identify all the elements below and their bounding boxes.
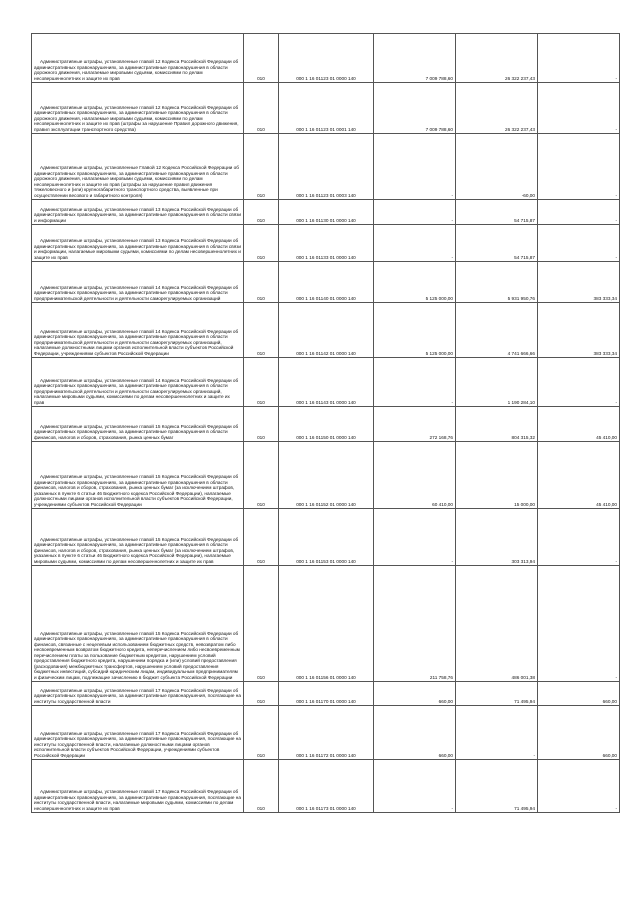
row-name-cell	[32, 225, 244, 262]
row-code-cell	[244, 262, 279, 303]
row-approved-cell	[374, 34, 456, 83]
table-row	[32, 706, 620, 760]
row-kbk-cell	[279, 407, 374, 442]
row-approved-cell	[374, 358, 456, 407]
row-unexecuted-cell	[538, 509, 620, 566]
row-approved-text: 5 125 000,00	[425, 350, 453, 356]
table-row	[32, 83, 620, 134]
row-approved-cell	[374, 134, 456, 200]
row-unexecuted-text: -	[615, 192, 617, 198]
row-executed-text: 26 322 237,43	[505, 75, 535, 81]
row-approved-cell	[374, 682, 456, 706]
row-name-cell	[32, 200, 244, 225]
row-unexecuted-text: -	[615, 254, 617, 260]
row-executed-cell	[456, 358, 538, 407]
row-approved-cell	[374, 225, 456, 262]
row-executed-text: 4 741 666,66	[507, 350, 535, 356]
row-unexecuted-text: 660,00	[602, 698, 617, 704]
row-approved-cell	[374, 200, 456, 225]
row-approved-cell	[374, 442, 456, 509]
row-executed-cell	[456, 407, 538, 442]
row-unexecuted-cell	[538, 358, 620, 407]
row-name-cell	[32, 83, 244, 134]
row-unexecuted-cell	[538, 262, 620, 303]
row-executed-text: -60,00	[521, 192, 535, 198]
row-kbk-cell	[279, 442, 374, 509]
row-approved-text: -	[451, 805, 453, 811]
row-unexecuted-text: -	[615, 805, 617, 811]
row-kbk-cell	[279, 760, 374, 813]
row-approved-cell	[374, 760, 456, 813]
row-kbk-cell	[279, 358, 374, 407]
row-kbk-text: 000 1 16 01150 01 0000 140	[296, 434, 356, 440]
row-executed-cell	[456, 706, 538, 760]
row-name-text: Административные штрафы, установленные главой 17 Кодекса Российской Федерации об административных правонарушениях, за административные правонарушения, посягающие на институты государственной власти, налагаемые должностными лицами органов исполнительной власти субъектов Российской Федерации, учреждениями субъектов Российской Федерации	[34, 730, 241, 758]
row-code-cell	[244, 303, 279, 358]
row-kbk-text: 000 1 16 01153 01 0000 140	[296, 558, 356, 564]
row-name-text: Административные штрафы, установленные главой 13 Кодекса Российской Федерации об административных правонарушениях, за административные правонарушения в области связи и информации	[34, 206, 241, 223]
row-approved-text: -	[451, 192, 453, 198]
row-approved-text: 5 125 000,00	[425, 295, 453, 301]
row-code-text: 010	[257, 75, 265, 81]
row-unexecuted-text: -	[615, 558, 617, 564]
row-kbk-text: 000 1 16 01152 01 0000 140	[296, 501, 356, 507]
row-code-text: 010	[257, 698, 265, 704]
row-code-cell	[244, 225, 279, 262]
row-unexecuted-cell	[538, 34, 620, 83]
row-kbk-text: 000 1 16 01123 01 0003 140	[296, 192, 356, 198]
row-unexecuted-text: 660,00	[602, 752, 617, 758]
row-executed-text: 71 495,94	[514, 805, 535, 811]
row-name-text: Административные штрафы, установленные главой 15 Кодекса Российской Федерации об административных правонарушениях, за административные правонарушения в области финансов, налогов и сборов, страхования, рынка ценных бумаг	[34, 423, 239, 440]
row-code-cell	[244, 358, 279, 407]
row-approved-text: -	[451, 399, 453, 405]
row-executed-text: 71 495,94	[514, 698, 535, 704]
row-unexecuted-cell	[538, 225, 620, 262]
row-approved-text: 60 410,00	[432, 501, 453, 507]
row-name-cell	[32, 303, 244, 358]
row-approved-text: -	[451, 254, 453, 260]
row-executed-cell	[456, 134, 538, 200]
row-name-text: Административные штрафы, установленные главой 15 Кодекса Российской Федерации об административных правонарушениях, за административные правонарушения в области финансов, налогов и сборов, страхования, рынка ценных бумаг (за исключением штрафов, указанных в пункте 6 статьи 46 Бюджетного кодекса Российской Федерации), налагаемые должностными лицами органов исполнительной власти субъектов Российской Федерации, учреждениями субъектов Российской Федерации	[34, 474, 239, 507]
row-name-cell	[32, 509, 244, 566]
row-code-text: 010	[257, 254, 265, 260]
row-name-text: Административные штрафы, установленные главой 13 Кодекса Российской Федерации об административных правонарушениях, за административные правонарушения в области связи и информации, налагаемые мировыми судьями, комиссиями по делам несовершеннолетних и защите их прав	[34, 238, 241, 260]
row-approved-cell	[374, 566, 456, 682]
row-kbk-text: 000 1 16 01143 01 0000 140	[296, 399, 356, 405]
row-code-text: 010	[257, 126, 265, 132]
row-approved-text: 7 009 788,60	[425, 75, 453, 81]
row-kbk-cell	[279, 225, 374, 262]
row-unexecuted-text: 45 410,00	[596, 434, 617, 440]
row-name-cell	[32, 407, 244, 442]
row-name-cell	[32, 566, 244, 682]
row-kbk-text: 000 1 16 01170 01 0000 140	[296, 698, 356, 704]
row-name-text: Административные штрафы, установленные главой 14 Кодекса Российской Федерации об административных правонарушениях, за административные правонарушения в области предпринимательской деятельности и деятельности саморегулируемых организаций, налагаемые должностными лицами органов исполнительной власти субъектов Российской Федерации, учреждениями субъектов Российской Федерации	[34, 328, 239, 356]
row-approved-text: 272 168,76	[429, 434, 453, 440]
table-row	[32, 34, 620, 83]
row-executed-text: 1 190 284,10	[507, 399, 535, 405]
row-code-cell	[244, 200, 279, 225]
row-code-text: 010	[257, 752, 265, 758]
report-table-body	[32, 34, 620, 813]
table-row	[32, 303, 620, 358]
row-kbk-text: 000 1 16 01142 01 0000 140	[296, 350, 356, 356]
row-approved-cell	[374, 83, 456, 134]
row-name-text: Административные штрафы, установленные главой 14 Кодекса Российской Федерации об административных правонарушениях, за административные правонарушения в области предпринимательской деятельности и деятельности саморегулируемых организаций, налагаемые мировыми судьями, комиссиями по делам несовершеннолетних и защите их прав	[34, 377, 239, 405]
row-unexecuted-cell	[538, 566, 620, 682]
row-code-cell	[244, 83, 279, 134]
row-approved-cell	[374, 509, 456, 566]
row-kbk-text: 000 1 16 01140 01 0000 140	[296, 295, 356, 301]
row-name-cell	[32, 262, 244, 303]
row-code-text: 010	[257, 192, 265, 198]
row-executed-text: 15 000,00	[514, 501, 535, 507]
row-code-text: 010	[257, 295, 265, 301]
row-name-text: Административные штрафы, установленные главой 14 Кодекса Российской Федерации об административных правонарушениях, за административные правонарушения в области предпринимательской деятельности и деятельности саморегулируемых организаций	[34, 284, 239, 301]
revenue-report-table	[31, 33, 620, 813]
row-code-text: 010	[257, 217, 265, 223]
row-name-cell	[32, 34, 244, 83]
row-approved-cell	[374, 303, 456, 358]
row-code-cell	[244, 760, 279, 813]
row-name-text: Административные штрафы, установленные главой 12 Кодекса Российской Федерации об административных правонарушениях, за административные правонарушения в области дорожного движения, налагаемые мировыми судьями, комиссиями по делам несовершеннолетних и защите их прав	[34, 59, 239, 81]
row-kbk-cell	[279, 200, 374, 225]
row-kbk-cell	[279, 682, 374, 706]
row-code-text: 010	[257, 674, 265, 680]
row-executed-cell	[456, 509, 538, 566]
row-executed-cell	[456, 566, 538, 682]
row-executed-text: 26 322 237,43	[505, 126, 535, 132]
row-name-cell	[32, 134, 244, 200]
row-kbk-cell	[279, 83, 374, 134]
row-unexecuted-cell	[538, 706, 620, 760]
row-unexecuted-cell	[538, 134, 620, 200]
row-name-text: Административные штрафы, установленные главой 17 Кодекса Российской Федерации об административных правонарушениях, за административные правонарушения, посягающие на институты государственной власти	[34, 687, 241, 704]
row-executed-text: 5 931 950,76	[507, 295, 535, 301]
row-unexecuted-text: -	[615, 217, 617, 223]
row-approved-cell	[374, 407, 456, 442]
row-code-text: 010	[257, 399, 265, 405]
row-kbk-text: 000 1 16 01130 01 0000 140	[296, 217, 356, 223]
row-kbk-text: 000 1 16 01123 01 0000 140	[296, 75, 356, 81]
table-row	[32, 358, 620, 407]
row-kbk-cell	[279, 134, 374, 200]
row-code-cell	[244, 442, 279, 509]
row-executed-cell	[456, 442, 538, 509]
row-executed-cell	[456, 83, 538, 134]
row-kbk-cell	[279, 706, 374, 760]
row-name-text: Административные штрафы, установленные Главой 12 Кодекса Российской Федерации об административных правонарушениях, за административные правонарушения в области дорожного движения, налагаемые мировыми судьями, комиссиями по делам несовершеннолетних и защите их прав (штрафы за нарушение правил движения тяжеловесного и (или) крупногабаритного транспортного средства, выявленные при осуществлении весового и габаритного контроля)	[34, 165, 239, 198]
row-name-text: Административные штрафы, установленные главой 12 Кодекса Российской Федерации об административных правонарушениях, за административные правонарушения в области дорожного движения, налагаемые мировыми судьями, комиссиями по делам несовершеннолетних и защите их прав (штрафы за нарушение Правил дорожного движения, правил эксплуатации транспортного средства)	[34, 104, 239, 132]
table-row	[32, 682, 620, 706]
row-executed-text: -	[533, 752, 535, 758]
row-unexecuted-text: -	[615, 674, 617, 680]
row-kbk-cell	[279, 509, 374, 566]
row-name-text: Административные штрафы, установленные главой 15 Кодекса Российской Федерации об административных правонарушениях, за административные правонарушения в области финансов, налогов и сборов, страхования, рынка ценных бумаг (за исключением штрафов, указанных в пункте 6 статьи 46 Бюджетного кодекса Российской Федерации), налагаемые мировыми судьями, комиссиями по делам несовершеннолетних и защите их прав	[34, 536, 239, 564]
row-name-text: Административные штрафы, установленные главой 17 Кодекса Российской Федерации об административных правонарушениях, за административные правонарушения, посягающие на институты государственной власти, налагаемые мировыми судьями, комиссиями по делам несовершеннолетних и защите их прав	[34, 789, 241, 811]
row-name-cell	[32, 442, 244, 509]
row-kbk-text: 000 1 16 01156 01 0000 140	[296, 674, 356, 680]
table-row	[32, 200, 620, 225]
row-executed-cell	[456, 262, 538, 303]
row-executed-cell	[456, 200, 538, 225]
row-kbk-text: 000 1 16 01173 01 0000 140	[296, 805, 356, 811]
table-row	[32, 509, 620, 566]
row-approved-text: 211 758,76	[429, 674, 453, 680]
row-unexecuted-text: 383 333,34	[593, 295, 617, 301]
row-unexecuted-cell	[538, 407, 620, 442]
row-kbk-text: 000 1 16 01172 01 0000 140	[296, 752, 356, 758]
row-unexecuted-cell	[538, 303, 620, 358]
table-row	[32, 760, 620, 813]
row-name-cell	[32, 682, 244, 706]
row-code-text: 010	[257, 350, 265, 356]
row-executed-text: 54 715,87	[514, 217, 535, 223]
row-unexecuted-cell	[538, 760, 620, 813]
row-kbk-text: 000 1 16 01123 01 0001 140	[296, 126, 356, 132]
row-unexecuted-text: 383 333,34	[593, 350, 617, 356]
row-name-cell	[32, 706, 244, 760]
row-unexecuted-text: -	[615, 126, 617, 132]
row-approved-text: -	[451, 217, 453, 223]
row-kbk-cell	[279, 566, 374, 682]
row-code-cell	[244, 134, 279, 200]
row-code-text: 010	[257, 805, 265, 811]
row-unexecuted-cell	[538, 83, 620, 134]
table-row	[32, 407, 620, 442]
row-kbk-cell	[279, 262, 374, 303]
row-name-cell	[32, 358, 244, 407]
row-code-cell	[244, 509, 279, 566]
row-code-cell	[244, 706, 279, 760]
row-approved-text: 7 009 788,60	[425, 126, 453, 132]
row-kbk-cell	[279, 34, 374, 83]
table-row	[32, 225, 620, 262]
row-executed-cell	[456, 34, 538, 83]
row-approved-text: 660,00	[438, 698, 453, 704]
row-executed-cell	[456, 682, 538, 706]
row-approved-text: 660,00	[438, 752, 453, 758]
row-unexecuted-text: 45 410,00	[596, 501, 617, 507]
row-code-cell	[244, 566, 279, 682]
row-executed-cell	[456, 225, 538, 262]
table-row	[32, 566, 620, 682]
row-unexecuted-cell	[538, 442, 620, 509]
row-kbk-text: 000 1 16 01133 01 0000 140	[296, 254, 356, 260]
row-executed-cell	[456, 303, 538, 358]
row-executed-text: 54 715,87	[514, 254, 535, 260]
row-executed-text: 486 001,38	[511, 674, 535, 680]
row-executed-text: 804 315,32	[511, 434, 535, 440]
row-code-cell	[244, 34, 279, 83]
row-code-cell	[244, 407, 279, 442]
table-row	[32, 134, 620, 200]
row-executed-cell	[456, 760, 538, 813]
row-unexecuted-cell	[538, 200, 620, 225]
row-name-cell	[32, 760, 244, 813]
row-code-text: 010	[257, 558, 265, 564]
row-name-text: Административные штрафы, установленные главой 15 Кодекса Российской Федерации об административных правонарушениях, за административные правонарушения в области финансов, связанные с нецелевым использованием бюджетных средств, невозвратом либо несвоевременным возвратом бюджетного кредита, неперечислением либо несвоевременным перечислением платы за пользование бюджетным кредитом, нарушением условий предоставления бюджетного кредита, нарушением порядка и (или) условий предоставления (расходования) межбюджетных трансфертов, нарушением условий предоставления бюджетных инвестиций, субсидий юридическим лицам, индивидуальным предпринимателям и физическим лицам, подлежащие зачислению в бюджет субъекта Российской Федерации	[34, 630, 240, 680]
row-approved-cell	[374, 262, 456, 303]
row-kbk-cell	[279, 303, 374, 358]
row-unexecuted-cell	[538, 682, 620, 706]
row-code-cell	[244, 682, 279, 706]
row-code-text: 010	[257, 434, 265, 440]
row-code-text: 010	[257, 501, 265, 507]
table-row	[32, 442, 620, 509]
row-approved-cell	[374, 706, 456, 760]
table-row	[32, 262, 620, 303]
row-executed-text: 303 313,94	[511, 558, 535, 564]
row-unexecuted-text: -	[615, 399, 617, 405]
row-unexecuted-text: -	[615, 75, 617, 81]
row-approved-text: -	[451, 558, 453, 564]
